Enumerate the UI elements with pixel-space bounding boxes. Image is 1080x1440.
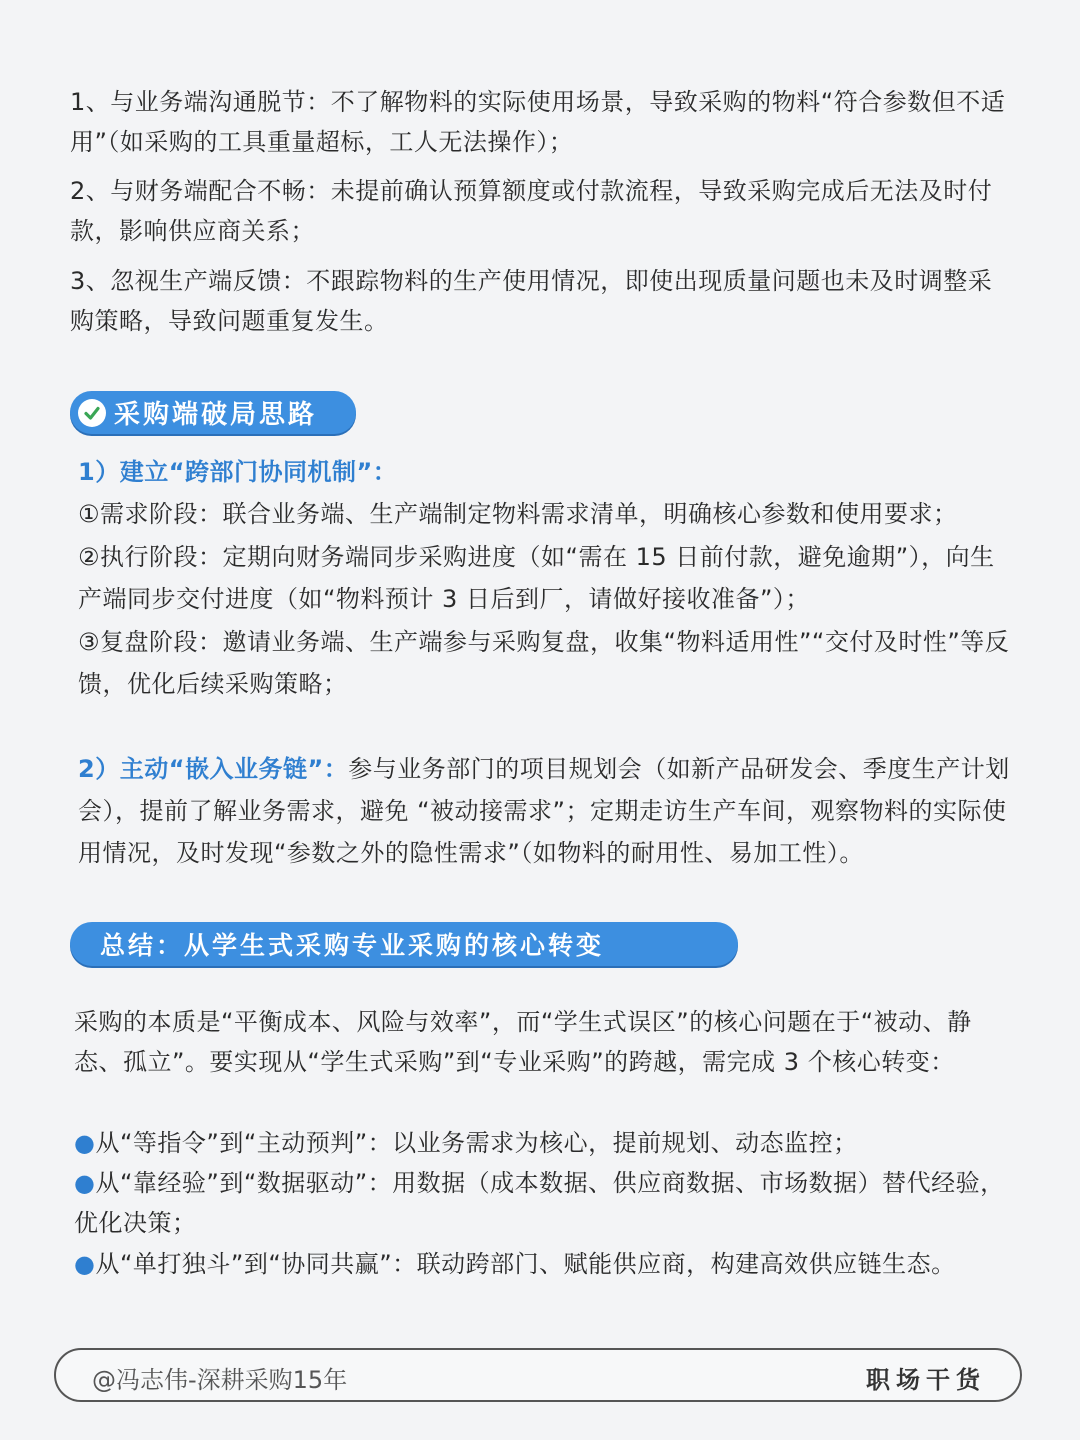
summary-bullet-3-text: 从“单打独斗”到“协同共赢”：联动跨部门、赋能供应商，构建高效供应链生态。 (95, 1250, 956, 1278)
bullet-dot-icon: ● (74, 1250, 96, 1278)
footer-tag: 职场干货 (866, 1366, 986, 1394)
footer-author: @冯志伟-深耕采购15年 (92, 1366, 348, 1394)
summary-bullet-3 (74, 1244, 1014, 1284)
bullet-dot-icon: ● (74, 1129, 96, 1157)
summary-bullet-2-text: 从“靠经验”到“数据驱动”：用数据（成本数据、供应商数据、市场数据）替代经验，优化决策； (74, 1169, 1005, 1237)
sub1-item-2: ②执行阶段：定期向财务端同步采购进度（如“需在 15 日前付款，避免逾期”），向生产端同步交付进度（如“物料预计 3 日后到厂，请做好接收准备”）； (78, 543, 995, 613)
problem-3: 3、忽视生产端反馈：不跟踪物料的生产使用情况，即使出现质量问题也未及时调整采购策略，导致问题重复发生。 (70, 267, 993, 335)
summary-intro: 采购的本质是“平衡成本、风险与效率”，而“学生式误区”的核心问题在于“被动、静态、孤立”。要实现从“学生式采购”到“专业采购”的跨越，需完成 3 个核心转变： (74, 1008, 972, 1076)
sub2-paragraph (78, 748, 1018, 874)
summary-bullet-2 (74, 1163, 1014, 1243)
sub2-text: 参与业务部门的项目规划会（如新产品研发会、季度生产计划会），提前了解业务需求，避免 “被动接需求”；定期走访生产车间，观察物料的实际使用情况，及时发现“参数之外的隐性需求”（如物料的耐用性、易加工性）。 (78, 755, 1010, 867)
check-circle-icon (78, 399, 106, 427)
summary-bullet-1 (74, 1123, 1014, 1163)
section-title-strategy (70, 391, 356, 434)
summary-bullet-1-text: 从“等指令”到“主动预判”：以业务需求为核心，提前规划、动态监控； (95, 1129, 858, 1157)
bullet-dot-icon: ● (74, 1169, 96, 1197)
section-title-summary-label: 总结：从学生式采购专业采购的核心转变 (100, 931, 605, 960)
sub2-heading: 2）主动“嵌入业务链”： (78, 755, 349, 783)
problem-1: 1、与业务端沟通脱节：不了解物料的实际使用场景，导致采购的物料“符合参数但不适用”（如采购的工具重量超标，工人无法操作）； (70, 88, 1006, 156)
sub1-item-3: ③复盘阶段：邀请业务端、生产端参与采购复盘，收集“物料适用性”“交付及时性”等反馈，优化后续采购策略； (78, 628, 1010, 698)
section-title-summary (70, 922, 738, 966)
sub1-heading: 1）建立“跨部门协同机制”： (78, 458, 398, 486)
footer-bar (54, 1348, 1022, 1402)
problem-2: 2、与财务端配合不畅：未提前确认预算额度或付款流程，导致采购完成后无法及时付款，影响供应商关系； (70, 177, 993, 245)
sub1-item-1: ①需求阶段：联合业务端、生产端制定物料需求清单，明确核心参数和使用要求； (78, 500, 958, 528)
section-title-strategy-label: 采购端破局思路 (114, 400, 318, 430)
